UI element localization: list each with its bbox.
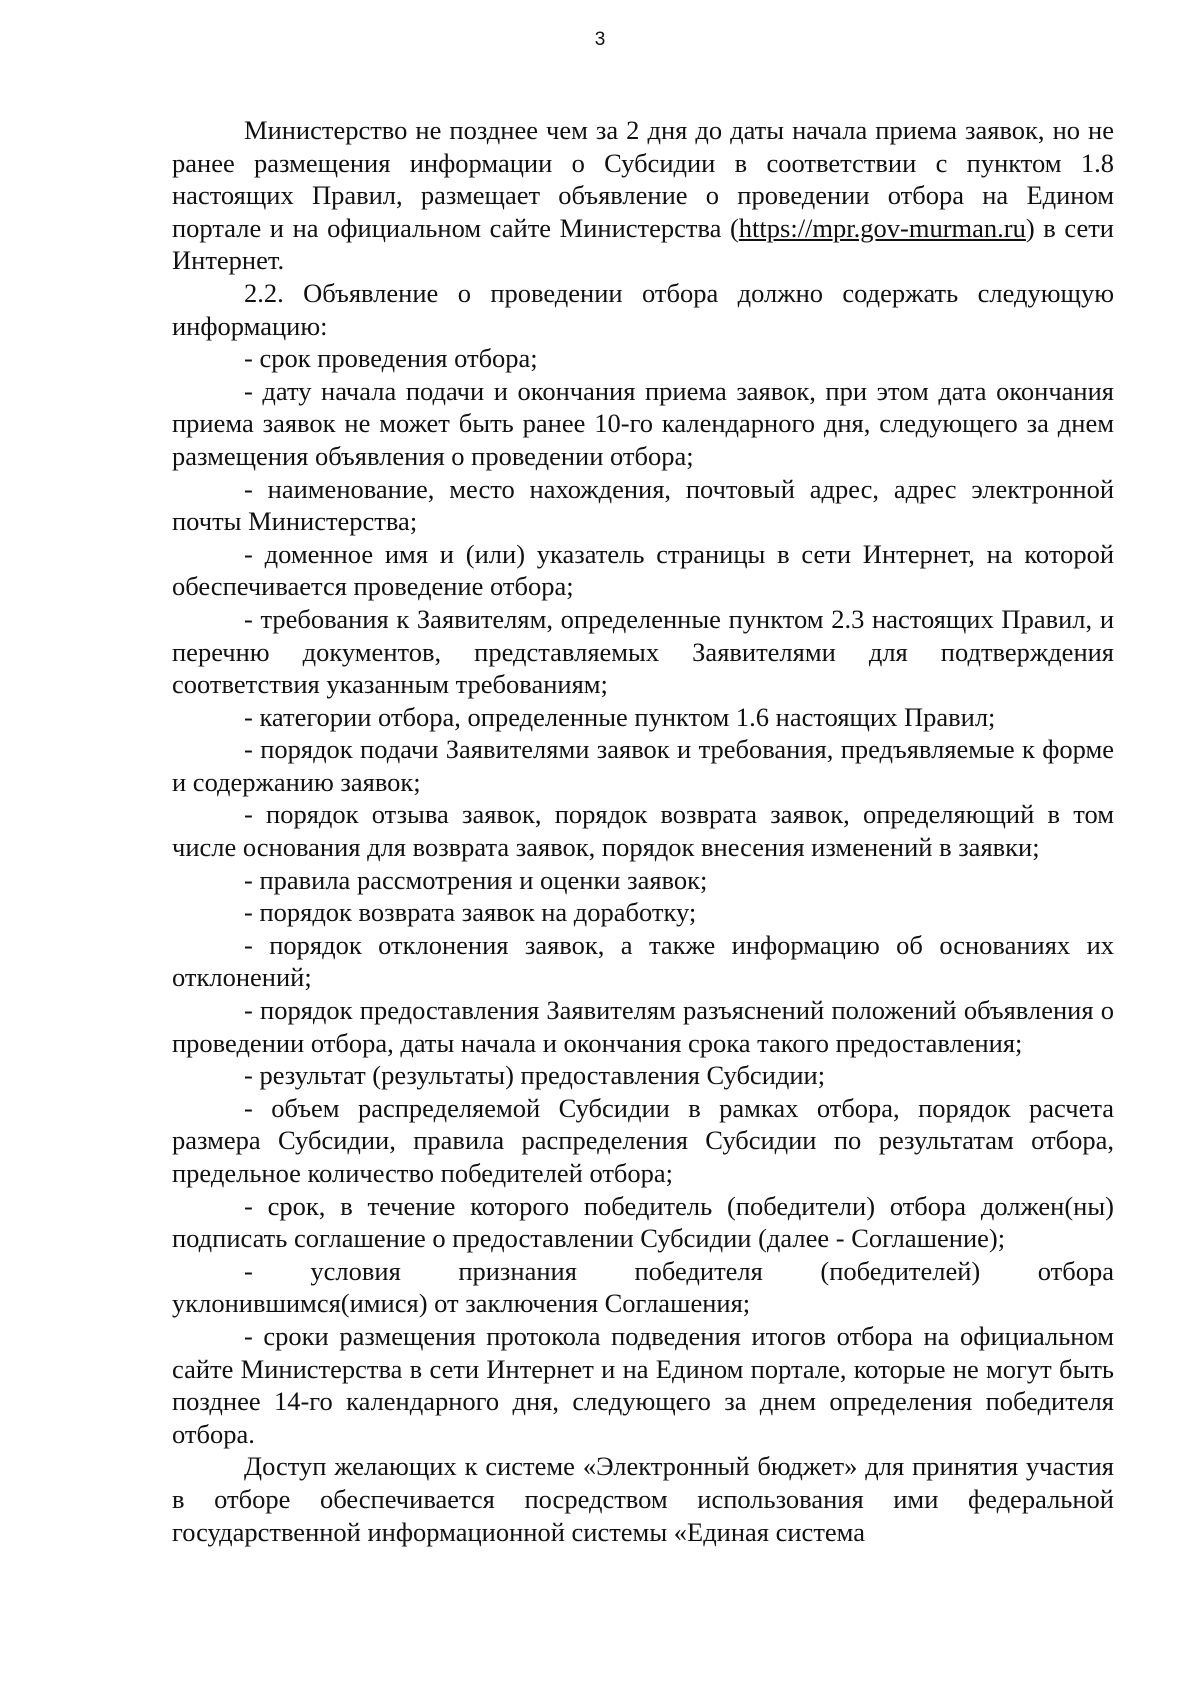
list-item: - условия признания победителя (победителей) отбора уклонившимся(имися) от заключения Соглашения;: [172, 1255, 1114, 1319]
paragraph-clause-2-2: 2.2. Объявление о проведении отбора должно содержать следующую информацию:: [172, 277, 1114, 341]
list-item: - требования к Заявителям, определенные пунктом 2.3 настоящих Правил, и перечню документов, представляемых Заявителями для подтверждения соответствия указанным требованиям;: [172, 603, 1114, 700]
list-item: - правила рассмотрения и оценки заявок;: [244, 864, 708, 895]
list-item: - дату начала подачи и окончания приема заявок, при этом дата окончания приема заявок не может быть ранее 10-го календарного дня, следующего за днем размещения объявления о проведении отбора;: [172, 375, 1114, 471]
list-item: - порядок предоставления Заявителям разъяснений положений объявления о проведении отбора, даты начала и окончания срока такого предоставления;: [172, 995, 1114, 1058]
list-item: - порядок возврата заявок на доработку;: [244, 897, 697, 928]
list-item: - результат (результаты) предоставления Субсидии;: [244, 1060, 826, 1091]
document-body: [172, 114, 1114, 1548]
list-item: - объем распределяемой Субсидии в рамках отбора, порядок расчета размера Субсидии, правила распределения Субсидии по результатам отбора, предельное количество победителей отбора;: [172, 1092, 1114, 1188]
ministry-website-link[interactable]: https://mpr.gov-murman.ru: [738, 212, 1026, 243]
list-item: - порядок подачи Заявителями заявок и требования, предъявляемые к форме и содержанию заявок;: [172, 734, 1114, 797]
list-item: - срок проведения отбора;: [244, 343, 538, 374]
paragraph-electronic-budget-access: Доступ желающих к системе «Электронный бюджет» для принятия участия в отборе обеспечивается посредством использования ими федеральной государственной информационной системы «Единая система: [172, 1451, 1114, 1547]
page-number: 3: [594, 29, 606, 50]
list-item: - наименование, место нахождения, почтовый адрес, адрес электронной почты Министерства;: [172, 473, 1114, 537]
paragraph-text: Министерство не позднее чем за 2 дня до даты начала приема заявок, но не ранее размещения информации о Субсидии в соответствии с пунктом 1.8 настоящих Правил, размещает объявление о проведении отбора на Едином портале и на официальном сайте Министерства (: [172, 115, 1114, 243]
list-item: - сроки размещения протокола подведения итогов отбора на официальном сайте Министерства в сети Интернет и на Едином портале, которые не могут быть позднее 14-го календарного дня, следующего за днем определения победителя отбора.: [172, 1320, 1114, 1449]
list-item: - порядок отклонения заявок, а также информацию об основаниях их отклонений;: [172, 929, 1114, 993]
list-item: - категории отбора, определенные пунктом 1.6 настоящих Правил;: [244, 701, 996, 732]
paragraph-text: ) в сети Интернет.: [172, 212, 1114, 276]
list-item: - доменное имя и (или) указатель страницы в сети Интернет, на которой обеспечивается проведение отбора;: [172, 538, 1114, 602]
list-item: - срок, в течение которого победитель (победители) отбора должен(ны) подписать соглашение о предоставлении Субсидии (далее - Соглашение);: [172, 1190, 1114, 1254]
list-item: - порядок отзыва заявок, порядок возврата заявок, определяющий в том числе основания для возврата заявок, порядок внесения изменений в заявки;: [172, 799, 1114, 863]
paragraph-announcement-deadline: [172, 114, 1114, 277]
